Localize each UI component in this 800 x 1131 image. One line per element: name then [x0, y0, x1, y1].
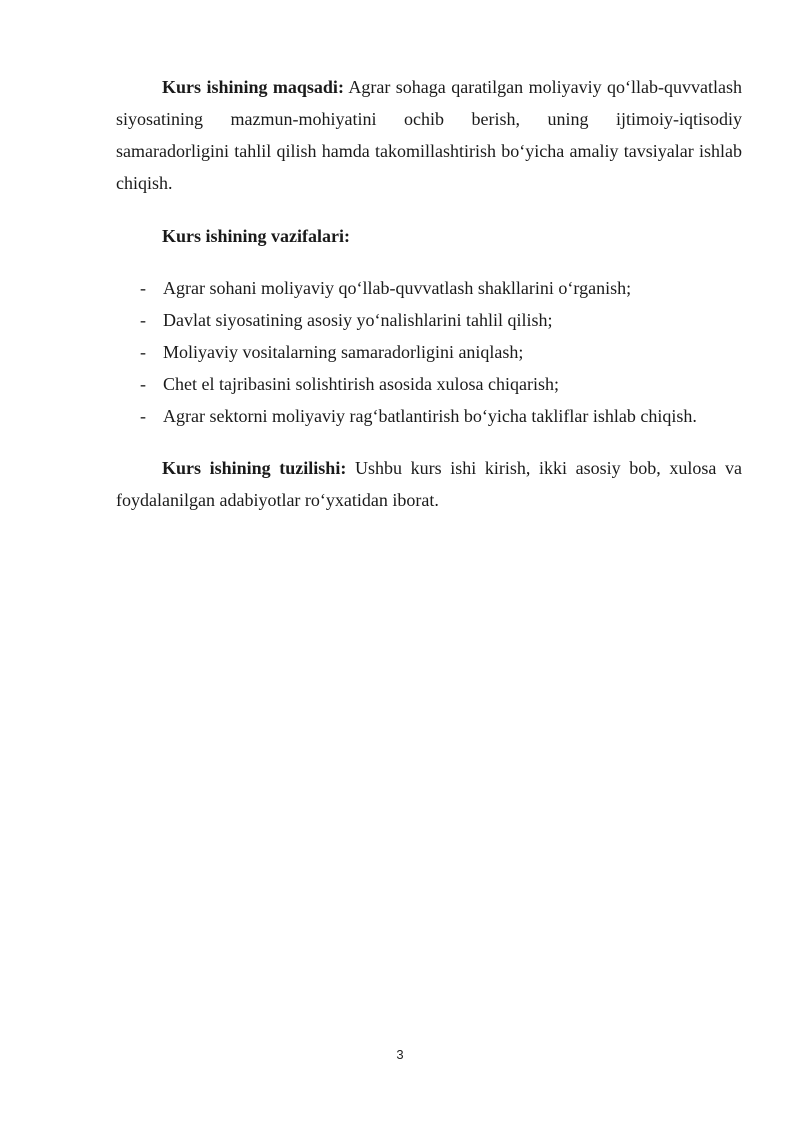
list-item-text: Agrar sohani moliyaviy qo‘llab-quvvatlash shakllarini o‘rganish; — [163, 278, 632, 298]
goal-label: Kurs ishining maqsadi: — [162, 77, 344, 97]
list-item — [116, 338, 742, 370]
list-item-text: Agrar sektorni moliyaviy rag‘batlantirish bo‘yicha takliflar ishlab chiqish. — [163, 406, 697, 426]
structure-paragraph — [116, 452, 742, 516]
list-item — [116, 370, 742, 402]
list-item-text: Moliyaviy vositalarning samaradorligini aniqlash; — [163, 342, 524, 362]
list-bullet: - — [140, 278, 146, 298]
document-page — [116, 0, 742, 1131]
list-bullet: - — [140, 342, 146, 362]
tasks-heading: Kurs ishining vazifalari: — [162, 226, 351, 246]
list-bullet: - — [140, 310, 146, 330]
list-item-text: Chet el tajribasini solishtirish asosida xulosa chiqarish; — [163, 374, 559, 394]
list-item — [116, 306, 742, 338]
list-item — [116, 402, 742, 434]
page-number: 3 — [396, 1047, 404, 1062]
list-bullet: - — [140, 406, 146, 426]
structure-label: Kurs ishining tuzilishi: — [162, 458, 347, 478]
goal-text: Agrar sohaga qaratilgan moliyaviy qo‘llab-quvvatlash siyosatining mazmun-mohiyatini ochib berish, uning ijtimoiy-iqtisodiy samaradorligini tahlil qilish hamda takomillashtirish bo‘yicha amaliy tavsiyalar ishlab chiqish. — [116, 77, 743, 193]
list-item — [116, 274, 742, 306]
list-bullet: - — [140, 374, 146, 394]
tasks-list — [116, 274, 742, 434]
goal-paragraph — [116, 71, 742, 199]
list-item-text: Davlat siyosatining asosiy yo‘nalishlarini tahlil qilish; — [163, 310, 553, 330]
structure-text: Ushbu kurs ishi kirish, ikki asosiy bob, xulosa va foydalanilgan adabiyotlar ro‘yxatidan iborat. — [116, 458, 743, 510]
